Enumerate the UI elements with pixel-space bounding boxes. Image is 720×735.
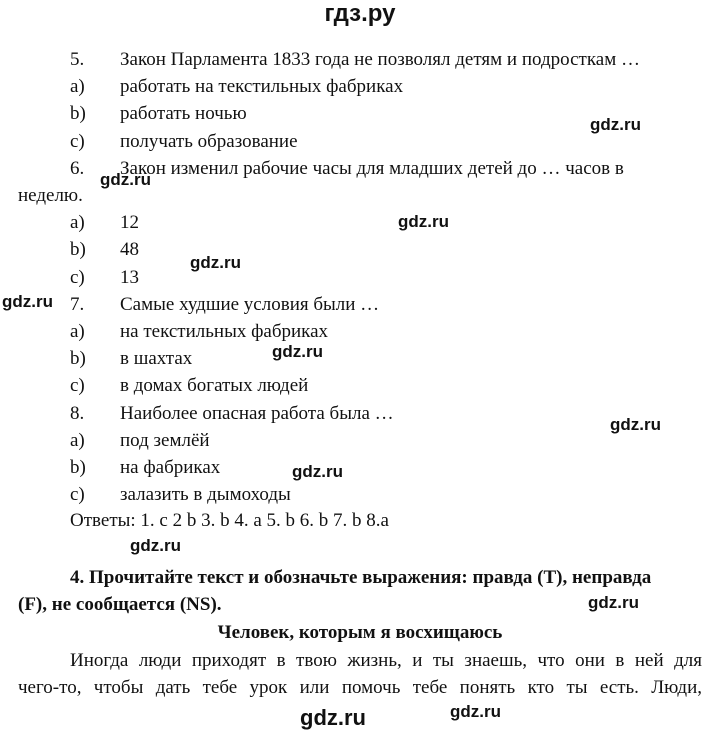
watermark: gdz.ru xyxy=(2,292,53,311)
answer-option-label: a) xyxy=(70,76,85,98)
question-label: 6. xyxy=(70,157,85,179)
text-title: Человек, которым я восхищаюсь xyxy=(217,622,503,643)
answer-option-text: на фабриках xyxy=(120,457,221,478)
watermark: gdz.ru xyxy=(590,115,641,134)
watermark: gdz.ru xyxy=(130,536,181,555)
watermark: gdz.ru xyxy=(100,170,151,189)
watermark: gdz.ru xyxy=(292,462,343,481)
paragraph-line1: Иногда люди приходят в твою жизнь, и ты знаешь, что они в ней для xyxy=(70,650,702,671)
answer-option-label: b) xyxy=(70,457,86,478)
watermark: gdz.ru xyxy=(450,702,501,721)
paragraph-line2: чего-то, чтобы дать тебе урок или помочь тебе понять кто ты есть. Люди, xyxy=(18,677,702,698)
answer-option-text: работать на текстильных фабриках xyxy=(120,76,404,98)
answer-option-label: a) xyxy=(70,321,85,342)
watermark: gdz.ru xyxy=(190,253,241,272)
answer-option-text: залазить в дымоходы xyxy=(120,484,291,506)
answer-option-label: c) xyxy=(70,375,85,397)
watermark: gdz.ru xyxy=(398,212,449,231)
answer-option-text: 13 xyxy=(120,266,139,288)
footer-watermark: gdz.ru xyxy=(300,705,366,730)
answer-option-text: под землёй xyxy=(120,429,210,451)
answer-option-text: в шахтах xyxy=(120,348,193,370)
answer-option-label: c) xyxy=(70,130,85,152)
question-text: Закон изменил рабочие часы для младших детей до … часов в xyxy=(120,157,624,179)
watermark: gdz.ru xyxy=(272,342,323,361)
question-label: 7. xyxy=(70,293,85,315)
question-continuation-text: неделю. xyxy=(18,185,83,206)
answer-option-text: работать ночью xyxy=(120,103,247,125)
answer-option-label: b) xyxy=(70,103,86,125)
question-label: 5. xyxy=(70,49,85,70)
answer-option-label: a) xyxy=(70,212,85,234)
answer-option-text: 48 xyxy=(120,239,139,261)
answer-option-label: c) xyxy=(70,266,85,288)
question-text: Наиболее опасная работа была … xyxy=(120,402,394,424)
watermark: gdz.ru xyxy=(588,593,639,612)
task4-heading-line1: 4. Прочитайте текст и обозначьте выражения: правда (T), неправда xyxy=(70,567,652,588)
answer-option-label: c) xyxy=(70,484,85,506)
question-text: Закон Парламента 1833 года не позволял детям и подросткам … xyxy=(120,49,640,70)
answer-option-label: b) xyxy=(70,239,86,261)
answer-option-text: в домах богатых людей xyxy=(120,375,309,397)
task4-heading-line2: (F), не сообщается (NS). xyxy=(18,594,222,615)
question-label: 8. xyxy=(70,402,85,424)
question-text: Самые худшие условия были … xyxy=(120,293,380,315)
answer-option-text: 12 xyxy=(120,212,139,234)
watermark: gdz.ru xyxy=(610,415,661,434)
answers: Ответы: 1. c 2 b 3. b 4. a 5. b 6. b 7. b 8.a xyxy=(70,510,389,531)
answer-option-text: на текстильных фабриках xyxy=(120,321,329,342)
site-header: гдз.ру xyxy=(324,0,396,27)
answer-option-text: получать образование xyxy=(120,130,298,152)
answer-option-label: a) xyxy=(70,429,85,451)
answer-option-label: b) xyxy=(70,348,86,370)
